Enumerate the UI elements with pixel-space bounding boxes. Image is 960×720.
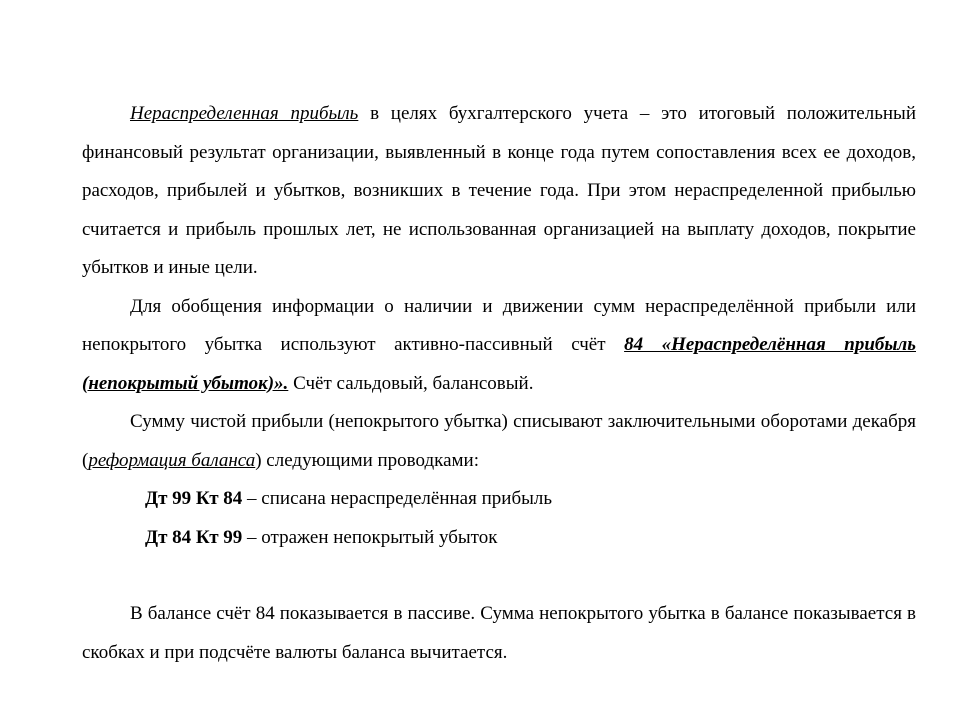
entry-code: Дт 99 Кт 84 (145, 488, 243, 509)
paragraph-account-info (82, 288, 916, 404)
paragraph-write-off-text-before: Сумму чистой прибыли (непокрытого убытка) списывают заключительными оборотами декабря ( (82, 411, 916, 471)
entry-code: Дт 84 Кт 99 (145, 526, 243, 548)
entry-description: – отражен непокрытый убыток (242, 526, 498, 548)
paragraph-account-text-after: Счёт сальдовый, балансовый. (288, 372, 534, 394)
paragraph-definition (82, 95, 916, 288)
document-page (82, 95, 916, 672)
paragraph-write-off-text-after: ) следующими проводками: (255, 449, 479, 471)
spacer (82, 557, 916, 595)
entry-description: – списана нераспределённая прибыль (242, 488, 553, 509)
paragraph-definition-text: в целях бухгалтерского учета – это итоговый положительный финансовый результат организации, выявленный в конце года путем сопоставления всех ее доходов, расходов, прибылей и убытков, возникших в течение года. При этом нераспределенной прибылью считается и прибыль прошлых лет, не использованная организацией на выплату доходов, покрытие убытков и иные цели. (82, 103, 916, 278)
paragraph-balance-text: В балансе счёт 84 показывается в пассиве. Сумма непокрытого убытка в балансе показывается в скобках и при подсчёте валюты баланса вычитается. (82, 603, 916, 663)
paragraph-write-off (82, 403, 916, 480)
term-retained-earnings: Нераспределенная прибыль (130, 103, 359, 124)
paragraph-account-text-before: Для обобщения информации о наличии и движении сумм нераспределённой прибыли или непокрытого убытка используют активно-пассивный счёт (82, 295, 916, 355)
term-balance-reformation: реформация баланса (88, 449, 256, 471)
account-84-reference: 84 «Нераспределённая прибыль (непокрытый убыток)». (82, 334, 916, 394)
entry-line (82, 519, 916, 558)
entry-line (82, 480, 916, 519)
paragraph-balance (82, 595, 916, 672)
